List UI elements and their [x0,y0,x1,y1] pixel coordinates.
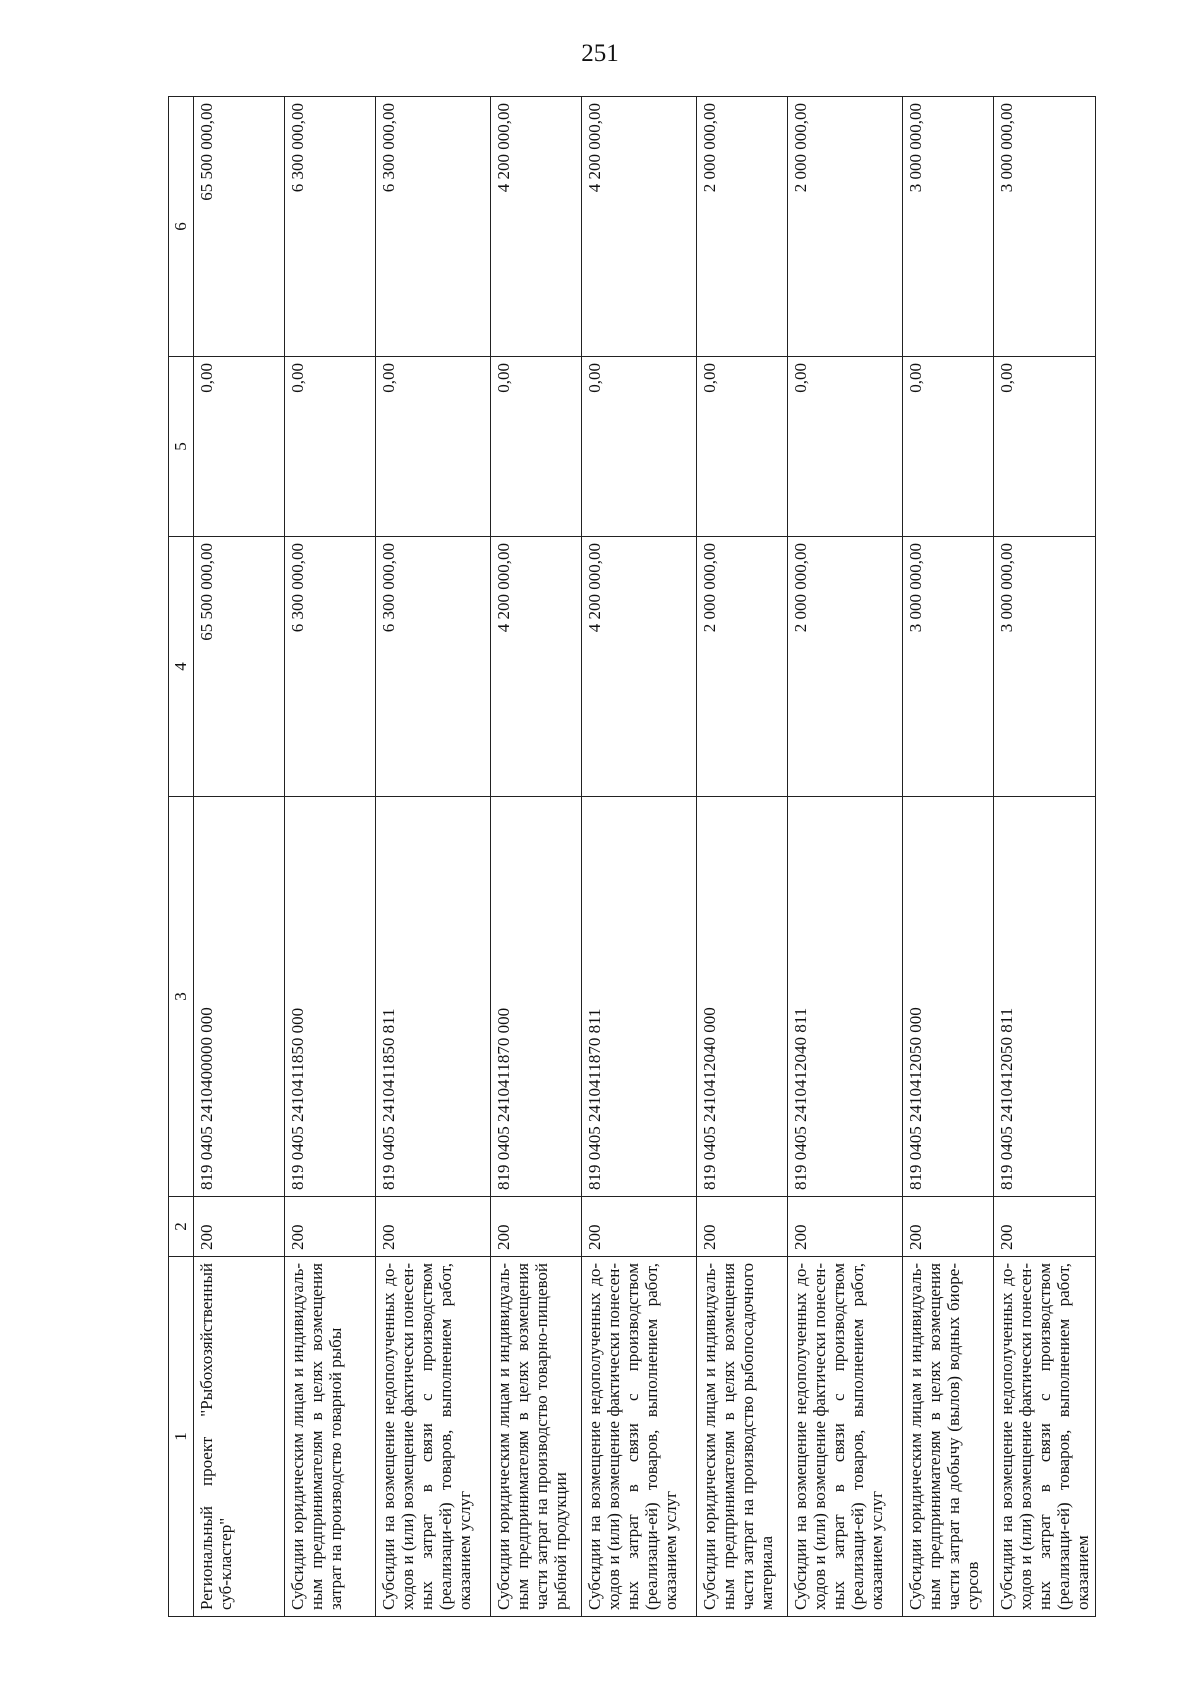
row-value-4: 3 000 000,00 [994,537,1096,797]
table-row [994,97,1096,1617]
row-code: 819 0405 2410411870 000 [491,797,582,1197]
row-code: 819 0405 2410400000 000 [194,797,285,1197]
table-row [376,97,491,1617]
row-kind: 200 [582,1197,697,1257]
budget-table [168,96,1096,1617]
column-header-3: 3 [169,797,194,1197]
table-row [491,97,582,1617]
column-header-2: 2 [169,1197,194,1257]
header-row [169,97,194,1617]
row-description: Региональный проект "Рыбохозяйственный суб-кластер" [194,1257,285,1617]
row-value-6: 4 200 000,00 [582,97,697,357]
row-value-5: 0,00 [285,357,376,537]
page-number: 251 [581,40,619,67]
row-value-5: 0,00 [994,357,1096,537]
table-row [194,97,285,1617]
row-value-4: 2 000 000,00 [788,537,903,797]
row-code: 819 0405 2410411870 811 [582,797,697,1197]
row-description: Субсидии на возмещение недополученных до-ходов и (или) возмещение фактически понесен-ных затрат в связи с производством (реализаци-ей) товаров, выполнением работ, оказанием услуг [788,1257,903,1617]
row-value-5: 0,00 [697,357,788,537]
row-value-5: 0,00 [582,357,697,537]
row-description: Субсидии юридическим лицам и индивидуаль-ным предпринимателям в целях возмещения затрат на производство товарной рыбы [285,1257,376,1617]
row-value-6: 2 000 000,00 [788,97,903,357]
table-row [697,97,788,1617]
row-kind: 200 [903,1197,994,1257]
row-value-4: 2 000 000,00 [697,537,788,797]
row-value-5: 0,00 [376,357,491,537]
row-code: 819 0405 2410411850 811 [376,797,491,1197]
row-value-5: 0,00 [491,357,582,537]
row-description: Субсидии юридическим лицам и индивидуаль-ным предпринимателям в целях возмещения части затрат на производство товарно-пищевой рыбной продукции [491,1257,582,1617]
row-value-6: 65 500 000,00 [194,97,285,357]
column-header-4: 4 [169,537,194,797]
row-code: 819 0405 2410412050 811 [994,797,1096,1197]
row-code: 819 0405 2410411850 000 [285,797,376,1197]
row-kind: 200 [994,1197,1096,1257]
row-value-5: 0,00 [788,357,903,537]
row-value-6: 3 000 000,00 [903,97,994,357]
row-code: 819 0405 2410412040 811 [788,797,903,1197]
row-description: Субсидии на возмещение недополученных до-ходов и (или) возмещение фактически понесен-ных затрат в связи с производством (реализаци-ей) товаров, выполнением работ, оказанием услуг [582,1257,697,1617]
table-row [582,97,697,1617]
column-header-1: 1 [169,1257,194,1617]
row-kind: 200 [376,1197,491,1257]
table-row [903,97,994,1617]
row-code: 819 0405 2410412050 000 [903,797,994,1197]
table-row [788,97,903,1617]
row-value-6: 4 200 000,00 [491,97,582,357]
row-description: Субсидии юридическим лицам и индивидуаль-ным предпринимателям в целях возмещения части затрат на добычу (вылов) водных биоре-сурсов [903,1257,994,1617]
row-value-6: 3 000 000,00 [994,97,1096,357]
row-description: Субсидии на возмещение недополученных до-ходов и (или) возмещение фактически понесен-ных затрат в связи с производством (реализаци-ей) товаров, выполнением работ, оказанием услуг [376,1257,491,1617]
row-kind: 200 [285,1197,376,1257]
row-value-5: 0,00 [903,357,994,537]
row-kind: 200 [788,1197,903,1257]
row-kind: 200 [194,1197,285,1257]
column-header-6: 6 [169,97,194,357]
row-kind: 200 [491,1197,582,1257]
row-value-4: 65 500 000,00 [194,537,285,797]
row-value-5: 0,00 [194,357,285,537]
row-description: Субсидии на возмещение недополученных до-ходов и (или) возмещение фактически понесен-ных затрат в связи с производством (реализаци-ей) товаров, выполнением работ, оказанием [994,1257,1096,1617]
table-row [285,97,376,1617]
row-kind: 200 [697,1197,788,1257]
row-code: 819 0405 2410412040 000 [697,797,788,1197]
row-description: Субсидии юридическим лицам и индивидуаль-ным предпринимателям в целях возмещения части затрат на производство рыбопосадочного материала [697,1257,788,1617]
row-value-4: 6 300 000,00 [285,537,376,797]
row-value-4: 3 000 000,00 [903,537,994,797]
column-header-5: 5 [169,357,194,537]
row-value-4: 4 200 000,00 [491,537,582,797]
row-value-6: 6 300 000,00 [285,97,376,357]
row-value-4: 6 300 000,00 [376,537,491,797]
row-value-6: 6 300 000,00 [376,97,491,357]
rotated-table-wrapper [168,97,1128,1617]
row-value-6: 2 000 000,00 [697,97,788,357]
row-value-4: 4 200 000,00 [582,537,697,797]
